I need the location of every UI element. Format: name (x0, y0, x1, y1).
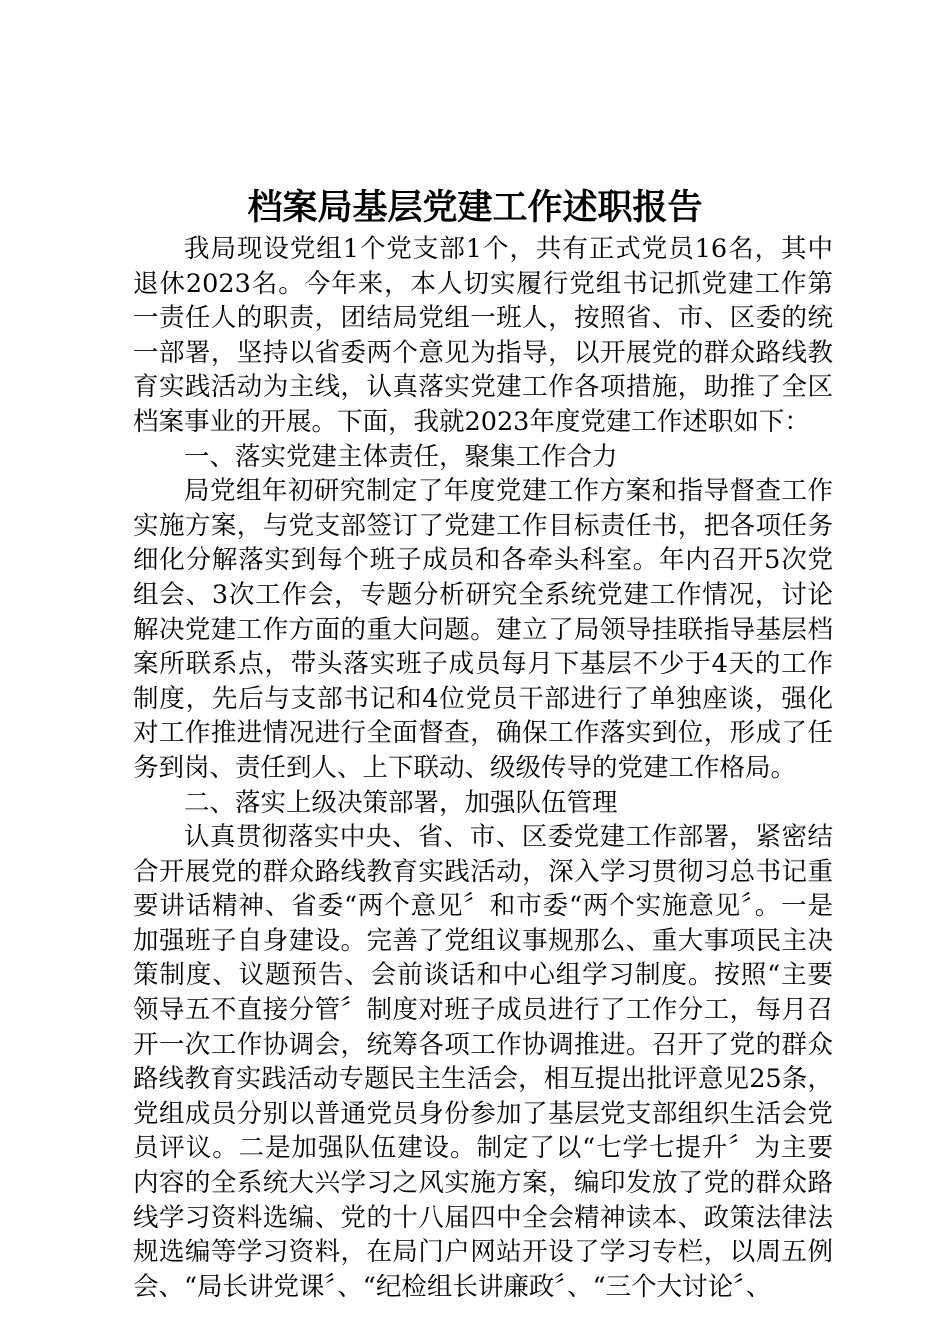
section-heading-2: 二、落实上级决策部署，加强队伍管理 (184, 787, 618, 818)
intro-paragraph: 我局现设党组1个党支部1个，共有正式党员16名，其中退休2023名。今年来，本人切实履行党组书记抓党建工作第一责任人的职责，团结局党组一班人，按照省、市、区委的统一部署，坚持以省委两个意见为指导，以开展党的群众路线教育实践活动为主线，认真落实党建工作各项措施，助推了全区档案事业的开展。下面，我就2023年度党建工作述职如下： (133, 234, 833, 437)
document-title: 档案局基层党建工作述职报告 (247, 187, 703, 228)
document-body (133, 232, 833, 1304)
section-2-paragraph: 认真贯彻落实中央、省、市、区委党建工作部署，紧密结合开展党的群众路线教育实践活动，深入学习贯彻习总书记重要讲话精神、省委“两个意见〞和市委“两个实施意见〞。一是加强班子自身建设。完善了党组议事规那么、重大事项民主决策制度、议题预告、会前谈话和中心组学习制度。按照“主要领导五不直接分管〞制度对班子成员进行了工作分工，每月召开一次工作协调会，统筹各项工作协调推进。召开了党的群众路线教育实践活动专题民主生活会，相互提出批评意见25条，党组成员分别以普通党员身份参加了基层党支部组织生活会党员评议。二是加强队伍建设。制定了以“七学七提升〞为主要内容的全系统大兴学习之风实施方案，编印发放了党的群众路线学习资料选编、党的十八届四中全会精神读本、政策法律法规选编等学习资料，在局门户网站开设了学习专栏，以周五例会、“局长讲党课〞、“纪检组长讲廉政〞、“三个大讨论〞、 (133, 822, 833, 1302)
section-heading-1: 一、落实党建主体责任，聚集工作合力 (184, 441, 618, 472)
section-1-paragraph: 局党组年初研究制定了年度党建工作方案和指导督查工作实施方案，与党支部签订了党建工作目标责任书，把各项任务细化分解落实到每个班子成员和各牵头科室。年内召开5次党组会、3次工作会，专题分析研究全系统党建工作情况，讨论解决党建工作方面的重大问题。建立了局领导挂联指导基层档案所联系点，带头落实班子成员每月下基层不少于4天的工作制度，先后与支部书记和4位党员干部进行了单独座谈，强化对工作推进情况进行全面督查，确保工作落实到位，形成了任务到岗、责任到人、上下联动、级级传导的党建工作格局。 (133, 476, 833, 783)
